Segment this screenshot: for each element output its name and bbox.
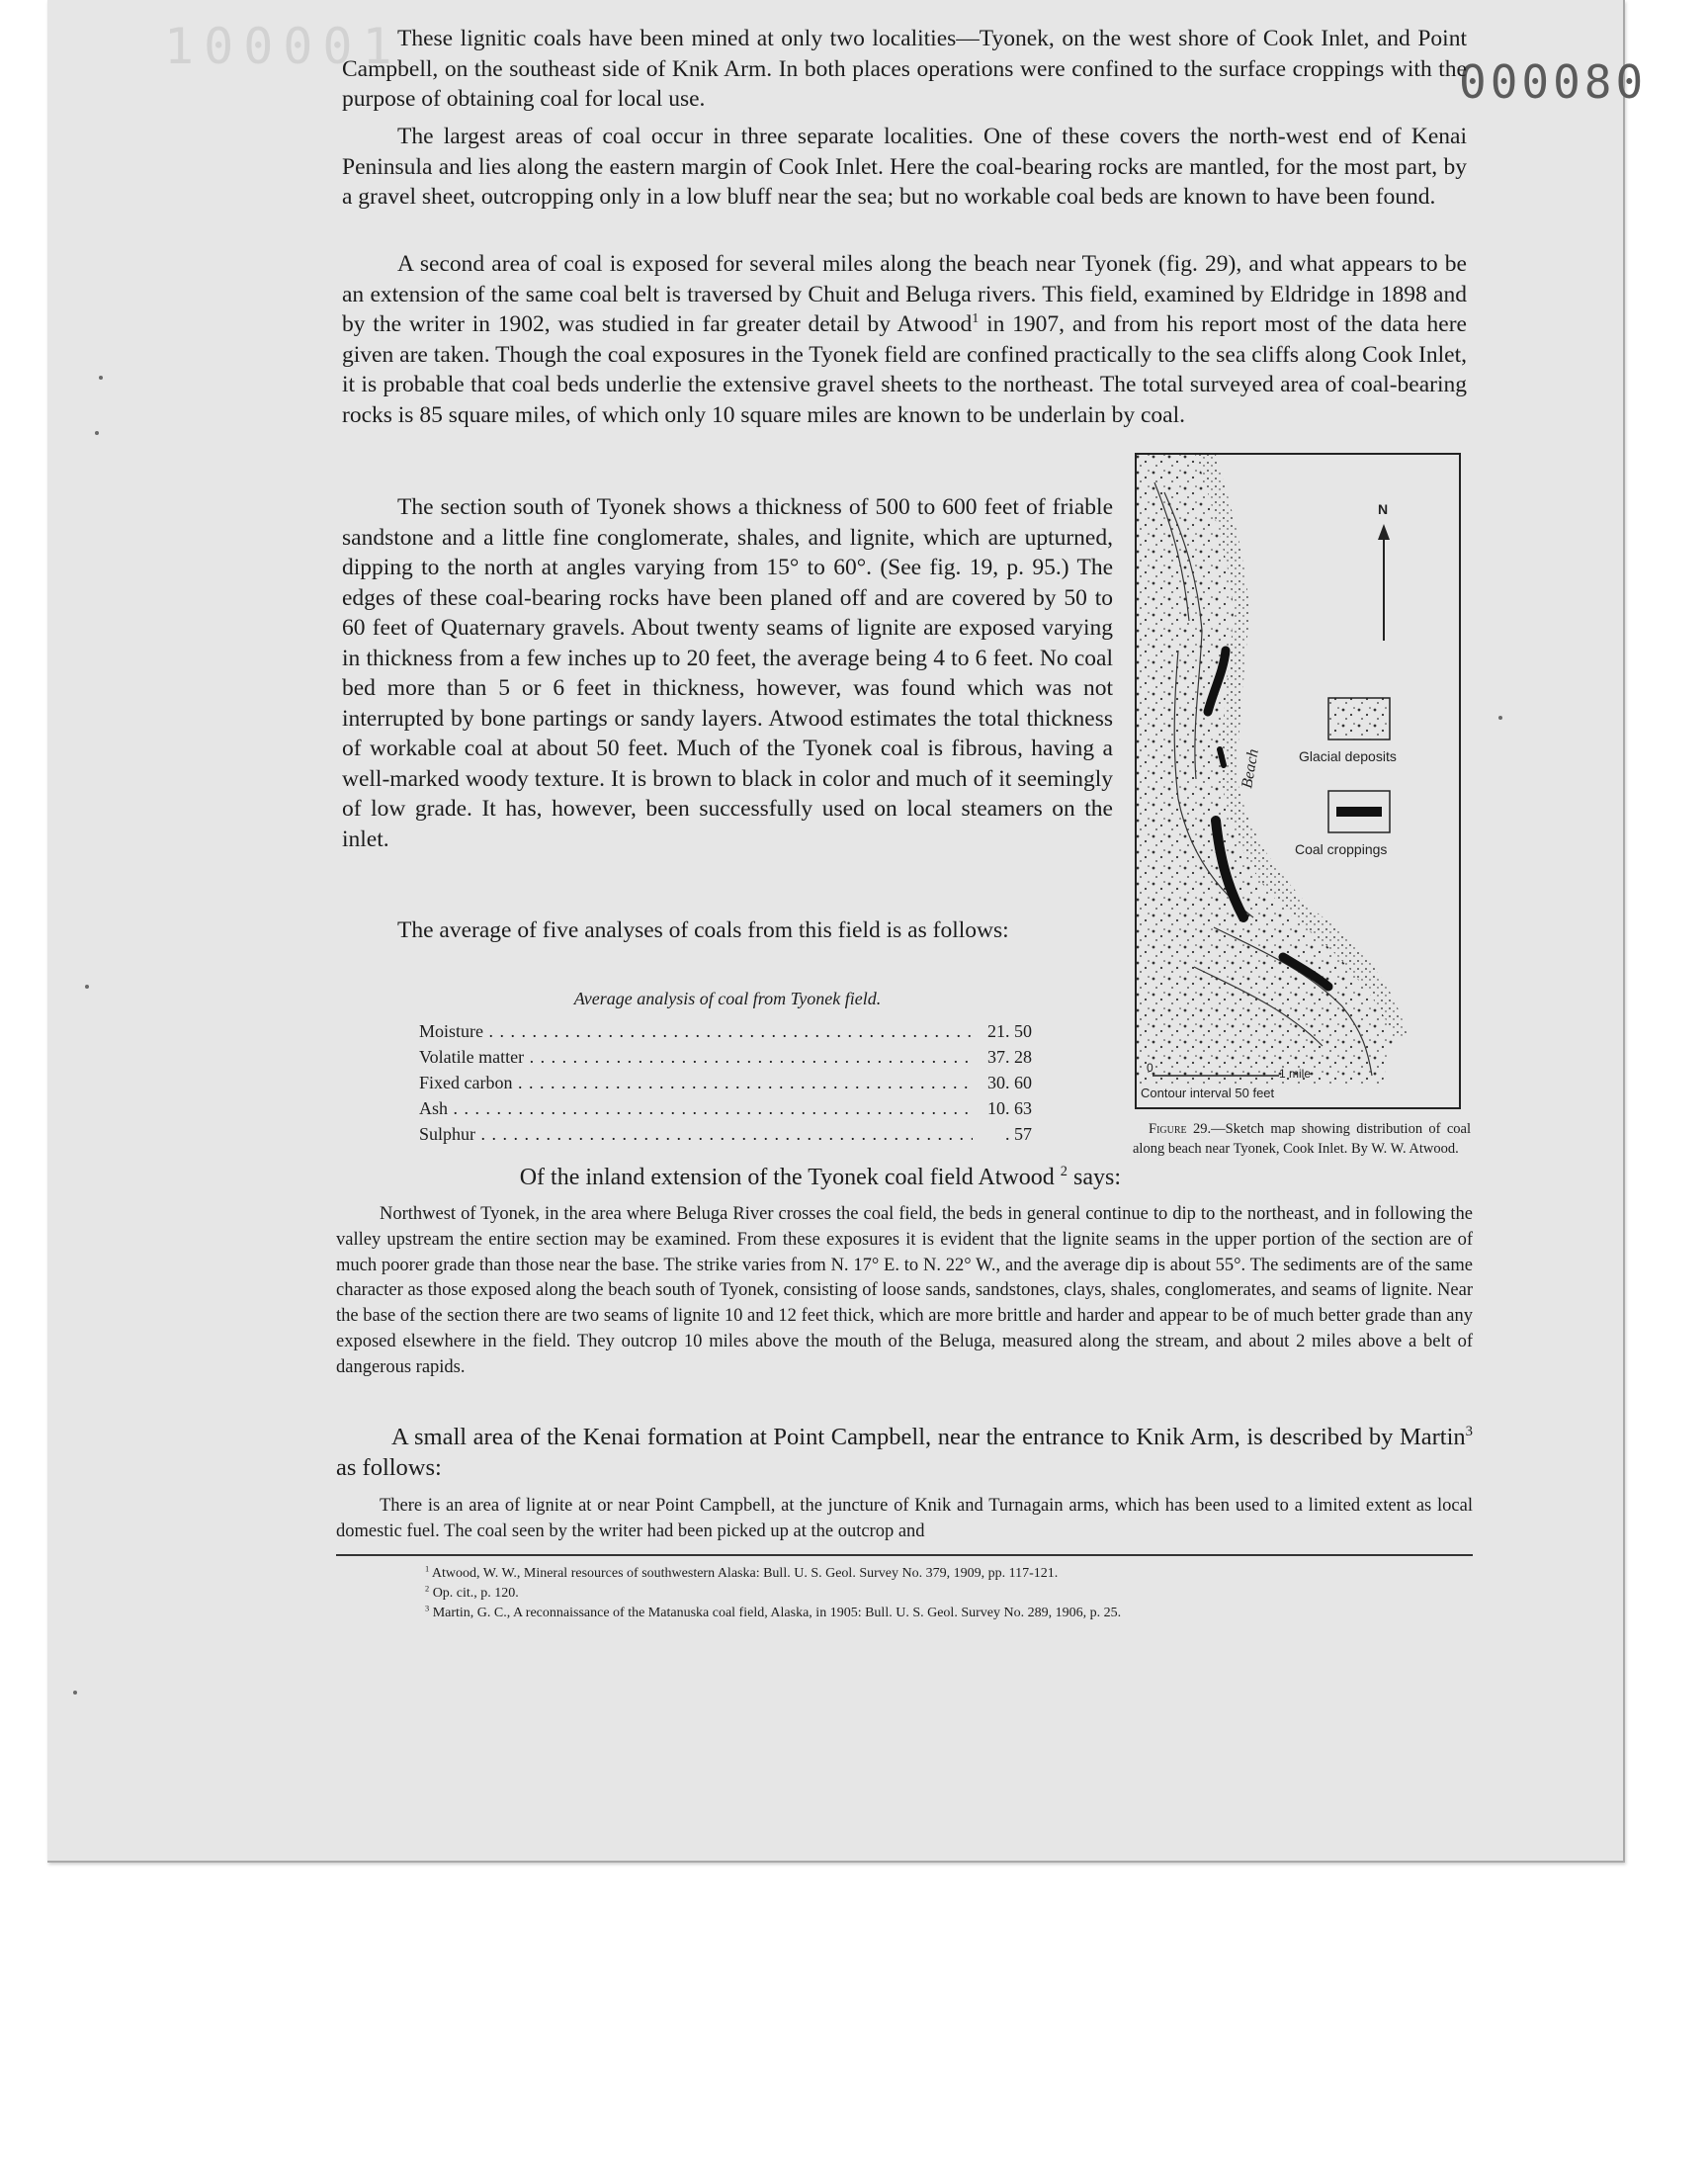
text-run: A second area of coal is exposed for several miles along the beach near Tyonek (fig. 29), and what appears to be an extension of the same coal belt is traversed by Chuit and Beluga rivers. This field, examined by Eldridge in 1898 and by the writer in 1902, was studied in far greater detail by Atwood (342, 251, 1467, 337)
scan-speck (73, 1691, 77, 1695)
scan-speck (99, 376, 103, 380)
north-arrow-head (1378, 524, 1390, 540)
body-paragraph: The largest areas of coal occur in three separate localities. One of these covers the north-west end of Kenai Peninsula and lies along the eastern margin of Cook Inlet. Here the coal-bearing rocks are mantled, for the most part, by a gravel sheet, outcropping only in a low bluff near the sea; but no workable coal beds are known to have been found. (342, 124, 1467, 210)
footnote-text: Op. cit., p. 120. (429, 1586, 519, 1601)
text-run: A small area of the Kenai formation at Point Campbell, near the entrance to Knik Arm, is described by Martin (391, 1424, 1466, 1450)
footnote-divider (336, 1554, 1473, 1556)
row-label: Moisture . . . (419, 1018, 973, 1044)
ghost-stamp: 100001 (164, 18, 402, 75)
figure-caption (1133, 1119, 1471, 1159)
row-value: 37. 28 (982, 1044, 1032, 1070)
legend-coal-bar (1336, 807, 1382, 817)
body-paragraph: The section south of Tyonek shows a thickness of 500 to 600 feet of friable sandstone and a little fine conglomerate, shales, and lignite, which are upturned, dipping to the north at angles varying from 15° to 60°. (See fig. 19, p. 95.) The edges of these coal-bearing rocks have been planed off and are covered by 50 to 60 feet of Quaternary gravels. About twenty seams of lignite are exposed varying in thickness from a few inches up to 20 feet, the average being 4 to 6 feet. No coal bed more than 5 or 6 feet in thickness, however, was found which was not interrupted by bone partings or sandy layers. Atwood estimates the total thickness of workable coal at about 50 feet. Much of the Tyonek coal is fibrous, having a well-marked woody texture. It is brown to black in color and much of it seemingly of low grade. It has, however, been successfully used on local steamers on the inlet. (342, 494, 1113, 852)
table-row (419, 1018, 1032, 1044)
caption-label: Figure 29. (1149, 1121, 1212, 1137)
beach-label: Beach (1238, 747, 1262, 790)
scan-speck (1498, 716, 1502, 720)
table-row (419, 1044, 1032, 1070)
table-row (419, 1070, 1032, 1095)
row-label: Volatile matter . . . (419, 1044, 973, 1070)
footnote-ref: 3 (1465, 1423, 1473, 1439)
footnote-mark: 3 (425, 1604, 430, 1613)
scan-speck (85, 985, 89, 989)
scale-label: 1 mile (1279, 1067, 1312, 1081)
footnote (425, 1604, 1473, 1623)
sketch-map-figure (1135, 453, 1467, 1105)
footnote (425, 1584, 1473, 1604)
sketch-map (1135, 453, 1461, 1109)
row-value: 21. 50 (982, 1018, 1032, 1044)
caption-text: —Sketch map showing distribution of coal along beach near Tyonek, Cook Inlet. By W. W. Atwood. (1133, 1121, 1471, 1157)
legend-glacial-swatch (1328, 698, 1390, 740)
body-paragraph: These lignitic coals have been mined at only two localities—Tyonek, on the west shore of Cook Inlet, and Point Campbell, on the southeast side of Knik Arm. In both places operations were confined to the surface croppings with the purpose of obtaining coal for local use. (342, 26, 1467, 112)
table-row (419, 1121, 1032, 1147)
table-title: Average analysis of coal from Tyonek field. (573, 989, 882, 1008)
north-label: N (1378, 501, 1389, 517)
legend-coal-label: Coal croppings (1295, 841, 1388, 857)
body-paragraph (336, 1422, 1473, 1483)
block-quote: Northwest of Tyonek, in the area where Beluga River crosses the coal field, the beds in general continue to dip to the northeast, and in following the valley upstream the entire section may be examined. From these exposures it is evident that the lignite seams in the upper portion of the section are of much poorer grade than those near the base. The strike varies from N. 17° E. to N. 22° W., and the average dip is about 55°. The sediments are of the same character as those exposed along the beach south of Tyonek, consisting of loose sands, sandstones, clays, shales, conglomerates, and seams of lignite. Near the base of the section there are two seams of lignite 10 and 12 feet thick, which are more brittle and harder and appear to be of much better grade than any exposed elsewhere in the field. They outcrop 10 miles above the mouth of the Beluga, measured along the stream, and about 2 miles above a belt of dangerous rapids. (336, 1204, 1473, 1377)
footnote (425, 1564, 1473, 1584)
row-label: Sulphur . . . (419, 1121, 973, 1147)
quote-intro (389, 1163, 1121, 1192)
text-run: as follows: (336, 1454, 442, 1481)
row-value: . 57 (999, 1121, 1032, 1147)
page-number-stamp: 000080 (1459, 55, 1648, 109)
contour-note: Contour interval 50 feet (1141, 1086, 1275, 1100)
text-run: says: (1068, 1165, 1121, 1190)
block-quote: There is an area of lignite at or near Point Campbell, at the juncture of Knik and Turnagain arms, which has been used to a limited extent as local domestic fuel. The coal seen by the writer had been picked up at the outcrop and (336, 1496, 1473, 1541)
scale-zero: 0 (1147, 1061, 1153, 1075)
text-run: in 1907, and from his report most of the data here given are taken. Though the coal exposures in the Tyonek field are confined practically to the sea cliffs along Cook Inlet, it is probable that coal beds underlie the extensive gravel sheets to the northeast. The total surveyed area of coal-bearing rocks is 85 square miles, of which only 10 square miles are known to be underlain by coal. (342, 311, 1467, 428)
footnote-ref: 1 (972, 310, 980, 327)
row-label: Fixed carbon . . . (419, 1070, 973, 1095)
row-label: Ash . . . (419, 1095, 973, 1121)
text-run: Of the inland extension of the Tyonek coal field Atwood (519, 1165, 1055, 1190)
body-paragraph (342, 249, 1467, 430)
legend-glacial-label: Glacial deposits (1299, 748, 1397, 764)
footnote-mark: 2 (425, 1584, 430, 1594)
footnote-mark: 1 (425, 1564, 430, 1574)
footnote-text: Atwood, W. W., Mineral resources of southwestern Alaska: Bull. U. S. Geol. Survey No. 379, 1909, pp. 117-121. (429, 1566, 1059, 1581)
scan-speck (95, 431, 99, 435)
coal-cropping (1220, 749, 1224, 765)
row-value: 30. 60 (982, 1070, 1032, 1095)
footnote-text: Martin, G. C., A reconnaissance of the Matanuska coal field, Alaska, in 1905: Bull. U. S. Geol. Survey No. 289, 1906, p. 25. (429, 1606, 1122, 1620)
footnotes (425, 1564, 1473, 1623)
analysis-table (342, 987, 1113, 1147)
table-row (419, 1095, 1032, 1121)
row-value: 10. 63 (982, 1095, 1032, 1121)
footnote-ref: 2 (1060, 1164, 1068, 1179)
body-paragraph: The average of five analyses of coals from this field is as follows: (397, 917, 1009, 943)
